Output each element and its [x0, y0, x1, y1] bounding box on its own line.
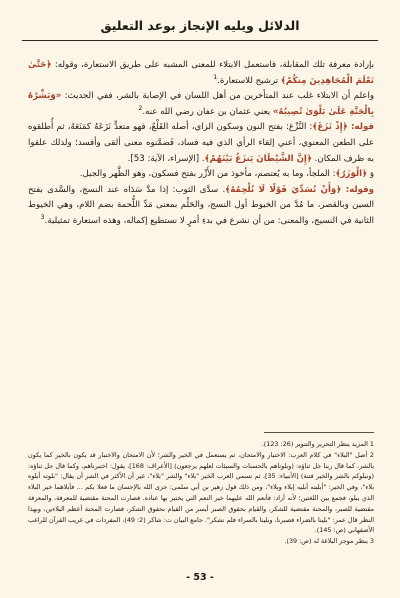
- header-title: الدلائل ويليه الإنجاز بوعد التعليق: [100, 18, 300, 33]
- main-text: [28, 58, 374, 230]
- footnote-divider: [264, 432, 374, 433]
- footnote-ref[interactable]: 3: [40, 213, 45, 222]
- quran-quote: ﴿إِذْ نَزَغَ﴾: [312, 122, 348, 133]
- term-quote: ﴿الْوَزَرُ﴾: [335, 169, 368, 180]
- term-quote: ﴿وَأَنْ نُسَدِّيَ قَوْلًا لَا نُلْحِمُهُ﴾: [225, 184, 342, 195]
- footnote-1: 1 المزيد ينظر التحرير والتنوير (26: 123).: [261, 440, 374, 448]
- footnotes-section: [28, 432, 374, 547]
- running-header: [22, 14, 378, 41]
- footnote-ref[interactable]: 2: [138, 103, 143, 112]
- term-label: قوله:: [347, 122, 374, 133]
- page-number: - 53 -: [186, 572, 214, 583]
- quran-quote: ﴿إِنَّ الشَّيْطَانَ يَنزَغُ بَيْنَهُمْ﴾: [204, 153, 312, 164]
- paragraph-1: بإرادة معرفة تلك المقابلة، فاستعمل الابتلاء للمعنى المشبه على طريق الاستعارة، وقوله: ﴿حَتَّىٰ نَعْلَمَ الْمُجَاهِدِينَ مِنكُمْ﴾ ترشيح للاستعارة.$^1$: [28, 60, 374, 86]
- hadith-quote: «وَبَشِّرْهُ بِالْجَنَّةِ عَلَىٰ بَلْوَىٰ تُصِيبُهُ»: [28, 91, 374, 117]
- footnote-ref[interactable]: 1: [213, 72, 218, 81]
- paragraph-2: واعلم أن الابتلاء غلب عند المتأخرين من أهل اللسان في الإصابة بالشر، ففي الحديث: «وَبَشِّرْهُ بِالْجَنَّةِ عَلَىٰ بَلْوَىٰ تُصِيبُهُ» يعني عثمان بن عفان رضي الله عنه.$^2$: [28, 91, 374, 117]
- paragraph-5: وقوله: ﴿وَأَنْ نُسَدِّيَ قَوْلًا لَا نُلْحِمُهُ﴾. سدَّى الثوب: إذا مدَّ سَدَاه عند النسج، والسَّدى بفتح السين وبالقصر، ما مُدَّ من الخيوط أول النسج، والحَلْم بمعنى مَدِّ اللُّحمة بضم اللام، وهي الخيوط الثانية في النسيج، والمعنى: من أن نشرع في بدءِ أمرٍ لا نستطيع إكماله، وهذه استعارة تمثيلية.$^3$: [28, 184, 375, 226]
- paragraph-4: وَ ﴿الْوَزَرُ﴾: الملجأ، وما به يُعتصم، مأخوذ من الأَزْر بفتح فسكون، وهو الظَّهر والجبل.: [79, 169, 374, 180]
- quran-quote: ﴿حَتَّىٰ نَعْلَمَ الْمُجَاهِدِينَ مِنكُمْ﴾: [28, 60, 374, 86]
- footnote-2: 2 أصل "البلاء" في كلام العرب: الاختبار والامتحان، ثم يستعمل في الخير والشر؛ لأن الامتحان والاختبار قد يكون بالخير كما يكون بالشر، كما قال ربنا جل ثناؤه: (وبلوناهم بالحسنات والسيئات لعلهم يرجعون) [الأعراف: 168]، يقول: اختبرناهم، وكما قال جل ثناؤه: (ونبلوكم بالشر والخير فتنة) [الأنبياء: 35]، ثم تسمي العرب الخير "بلاء" والشر "بلاء"، غير أن الأكثر في الشر أن يقال: "بلوته أبلوه بلاء"، وفي الخير: "أبليته أبليه إبلاء وبلاء"، ومن ذلك قول زهير بن أبي سلمى: جزى الله بالإحسان ما فعلا بكم ... فأبلاهما خير البلاء الذي يبلو، فجمع بين اللغتين؛ لأنه أراد: فأنعم الله عليهما خير النعم التي يختبر بها عباده. فصارت المحنة مقتضية للمعرفة، والمعرفة مقتضية للصبر، والمحنة مقتضية للشكر، والقيام بحقوق الصبر أيسر من القيام بحقوق الشكر، فصارت المحنة أعظم البلاءين، وبهذا النظر قال عمر: "بلينا بالضراء فصبرنا، وبلينا بالسراء فلم نشكر". جامع البيان ت: شاكر (2: 49)، المفردات في غريب القرآن للراغب الأصفهاني (ص: 145).: [28, 450, 375, 535]
- footnote-3: 3 ينظر موجز البلاغة له (ص: 39).: [284, 537, 374, 546]
- term-label: وقوله:: [341, 184, 375, 195]
- paragraph-3: قوله: ﴿إِذْ نَزَغَ﴾: النَّزْغ: بفتح النون وسكون الزاي، أصله القَلْعُ، فهو متعدٍّ نَزَعَهُ كمَنَعَهُ، ثم أُطلقوه على الطعن المعنوي، أعني إلقاء الرأي الذي فيه فساد، فَضمَّنوه معنى ألقى وأفسد؛ ولذلك علقوا به ظرف المكان. ﴿إِنَّ الشَّيْطَانَ يَنزَغُ بَيْنَهُمْ﴾. [الإسراء، الآية: 53].: [28, 122, 374, 164]
- footnotes: [28, 439, 374, 547]
